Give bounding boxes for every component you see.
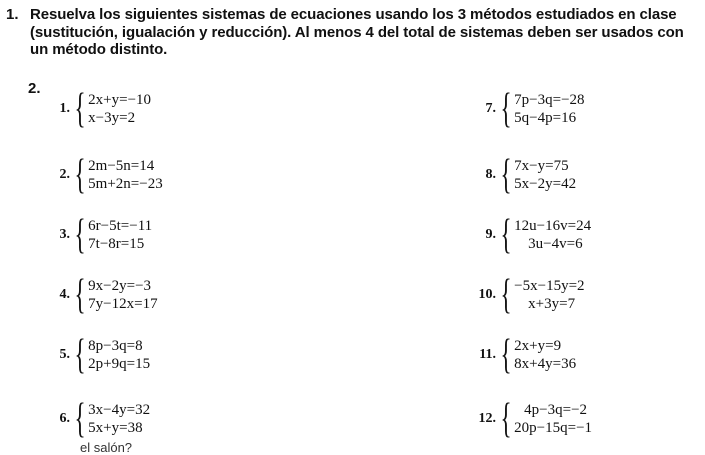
system-label: 9. [485,227,496,242]
equation-1: 2x+y=−10 [88,92,152,108]
equation-2: x−3y=2 [88,110,136,126]
system-10 [470,274,585,316]
equation-1: 4p−3q=−2 [524,402,588,418]
equation-1: 7x−y=75 [514,158,569,174]
system-2 [44,154,163,196]
equation-2: 2p+9q=15 [88,356,151,372]
question-1 [6,6,686,59]
equation-2: 7y−12x=17 [88,296,158,312]
system-label: 4. [59,287,70,302]
brace-icon: { [500,152,512,198]
brace-icon: { [74,86,86,132]
system-12 [470,398,592,440]
cutoff-text: el salón? [80,440,133,455]
equation-2: 3u−4v=6 [528,236,583,252]
brace-icon: { [74,272,86,318]
brace-icon: { [500,396,512,442]
system-8 [470,154,576,196]
equation-1: 9x−2y=−3 [88,278,152,294]
system-4 [44,274,158,316]
equation-2: x+3y=7 [528,296,576,312]
equation-1: 3x−4y=32 [88,402,151,418]
system-7 [470,88,585,130]
system-11 [470,334,576,376]
system-label: 11. [479,347,496,362]
equation-1: 6r−5t=−11 [88,218,153,234]
brace-icon: { [74,152,86,198]
system-label: 3. [59,227,70,242]
system-label: 2. [59,167,70,182]
equation-2: 20p−15q=−1 [514,420,593,436]
brace-icon: { [74,396,86,442]
brace-icon: { [500,332,512,378]
system-3 [44,214,152,256]
equation-2: 5m+2n=−23 [88,176,163,192]
equation-2: 8x+4y=36 [514,356,577,372]
system-6 [44,398,150,440]
system-1 [44,88,151,130]
brace-icon: { [74,212,86,258]
equation-1: 8p−3q=8 [88,338,143,354]
equation-2: 7t−8r=15 [88,236,145,252]
brace-icon: { [74,332,86,378]
equation-1: 7p−3q=−28 [514,92,585,108]
system-5 [44,334,150,376]
equation-2: 5q−4p=16 [514,110,577,126]
equation-1: 12u−16v=24 [514,218,592,234]
equation-1: −5x−15y=2 [514,278,585,294]
system-label: 6. [59,411,70,426]
system-label: 8. [485,167,496,182]
equation-1: 2m−5n=14 [88,158,155,174]
brace-icon: { [500,272,512,318]
question-2-number: 2. [28,80,41,97]
equation-2: 5x−2y=42 [514,176,577,192]
question-1-number: 1. [6,6,19,23]
question-1-text: Resuelva los siguientes sistemas de ecuaciones usando los 3 métodos estudiados en clase (sustitución, igualación y reducción). Al menos 4 del total de sistemas deben ser usados con un método distinto. [30,6,684,58]
system-label: 10. [478,287,496,302]
system-label: 12. [478,411,496,426]
equation-2: 5x+y=38 [88,420,143,436]
system-9 [470,214,591,256]
brace-icon: { [500,86,512,132]
system-label: 5. [59,347,70,362]
equation-1: 2x+y=9 [514,338,562,354]
brace-icon: { [500,212,512,258]
system-label: 1. [59,101,70,116]
system-label: 7. [485,101,496,116]
